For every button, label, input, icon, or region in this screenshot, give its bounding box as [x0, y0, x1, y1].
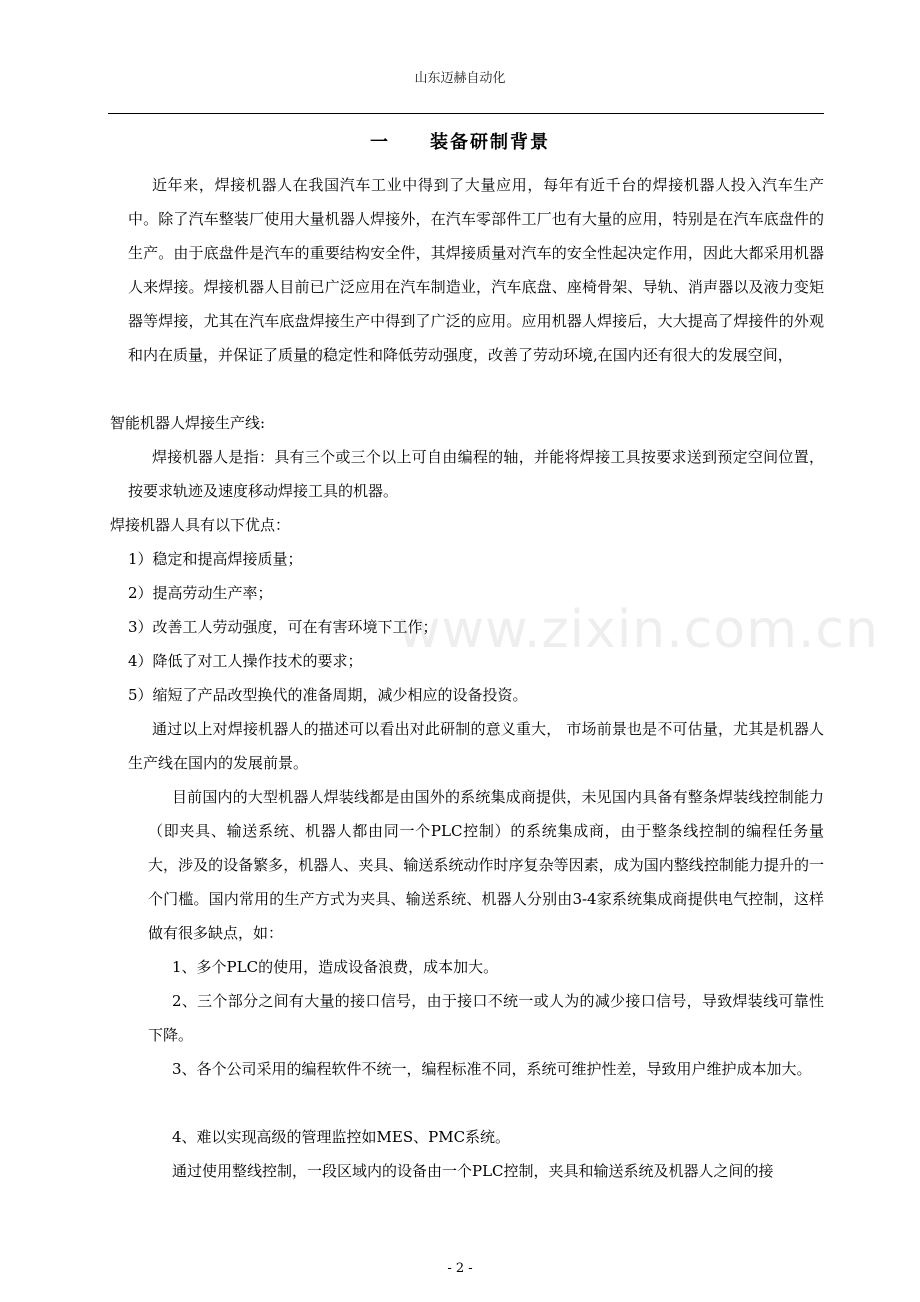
- section-title-text: 装备研制背景: [430, 132, 550, 153]
- list-item: 3）改善工人劳动强度，可在有害环境下工作；: [128, 618, 438, 636]
- list-item: 1、多个PLC的使用，造成设备浪费，成本加大。: [172, 958, 499, 976]
- section-number: 一: [370, 132, 390, 153]
- paragraph-definition: 焊接机器人是指：具有三个或三个以上可自由编程的轴，并能将焊接工具按要求送到预定空间位置，按要求轨迹及速度移动焊接工具的机器。: [128, 448, 824, 500]
- paragraph-line-heading: 智能机器人焊接生产线:: [110, 414, 266, 432]
- list-item: 2、三个部分之间有大量的接口信号，由于接口不统一或人为的减少接口信号，导致焊装线可靠性下降。: [148, 992, 824, 1044]
- paragraph-advantages-heading: 焊接机器人具有以下优点：: [110, 516, 291, 534]
- list-item: 1）稳定和提高焊接质量；: [128, 550, 303, 568]
- paragraph-intro: 近年来，焊接机器人在我国汽车工业中得到了大量应用，每年有近千台的焊接机器人投入汽车生产中。除了汽车整装厂使用大量机器人焊接外，在汽车零部件工厂也有大量的应用，特别是在汽车底盘件的生产。由于底盘件是汽车的重要结构安全件，其焊接质量对汽车的安全性起决定作用，因此大都采用机器人来焊接。焊接机器人目前已广泛应用在汽车制造业，汽车底盘、座椅骨架、导轨、消声器以及液力变矩器等焊接，尤其在汽车底盘焊接生产中得到了广泛的应用。应用机器人焊接后，大大提高了焊接件的外观和内在质量，并保证了质量的稳定性和降低劳动强度，改善了劳动环境,在国内还有很大的发展空间，: [128, 176, 824, 364]
- page-number: - 2 -: [447, 1261, 473, 1276]
- header-rule: [108, 113, 824, 114]
- list-item: 2）提高劳动生产率；: [128, 584, 273, 602]
- paragraph-closing: 通过使用整线控制，一段区域内的设备由一个PLC控制，夹具和输送系统及机器人之间的接: [172, 1162, 774, 1180]
- watermark: www.zixin.com.cn: [398, 600, 879, 660]
- list-item: 5）缩短了产品改型换代的准备周期，减少相应的设备投资。: [128, 686, 528, 704]
- section-title: [0, 128, 920, 154]
- page-header: 山东迈赫自动化: [414, 71, 506, 86]
- list-item: 3、各个公司采用的编程软件不统一，编程标准不同，系统可维护性差，导致用户维护成本加大。: [172, 1060, 812, 1078]
- list-item: 4、难以实现高级的管理监控如MES、PMC系统。: [172, 1128, 511, 1146]
- paragraph-significance: 通过以上对焊接机器人的描述可以看出对此研制的意义重大， 市场前景也是不可估量，尤其是机器人生产线在国内的发展前景。: [128, 720, 824, 772]
- paragraph-status: 目前国内的大型机器人焊装线都是由国外的系统集成商提供，未见国内具备有整条焊装线控制能力（即夹具、输送系统、机器人都由同一个PLC控制）的系统集成商，由于整条线控制的编程任务量大，涉及的设备繁多，机器人、夹具、输送系统动作时序复杂等因素，成为国内整线控制能力提升的一个门槛。国内常用的生产方式为夹具、输送系统、机器人分别由3-4家系统集成商提供电气控制，这样做有很多缺点，如：: [148, 788, 824, 942]
- list-item: 4）降低了对工人操作技术的要求；: [128, 652, 363, 670]
